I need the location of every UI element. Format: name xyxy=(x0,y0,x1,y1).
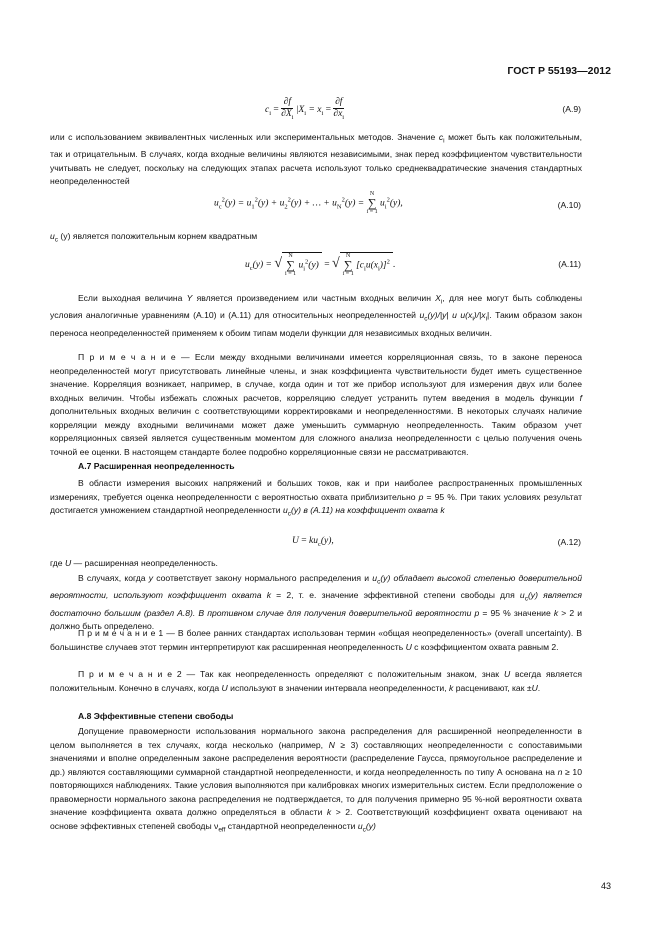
equation-a12: $U = ku_c(y)$, xyxy=(292,536,334,548)
equation-number-a12: (A.12) xyxy=(557,537,581,547)
paragraph-where: где U — расширенная неопределенность. xyxy=(50,558,218,568)
note-1: П р и м е ч а н и е 1 — В более ранних стандартах использован термин «общая неопределенность» (overall uncertainty). В большинстве случаев этот термин интерпретируют как расширенная неопределенность U с коэффициентом охвата равным 2. xyxy=(50,628,582,652)
page-number: 43 xyxy=(600,881,611,891)
paragraph-effective: Допущение правомерности использования нормального закона распределения для расширенной неопределенности в целом выполняется в тех случаях, когда несколько (например, N ≥ 3) составляющих неопределенности с сопоставимыми значениями и вполне определенным законе распределения вероятности (распределение Гаусса, прямоугольное распределение и др.) являются составляющими суммарной стандартной неопределенности, и когда неопределенность по типу А основана на n ≥ 10 повторяющихся наблюдениях. Такие условия выполняются при калибровках многих измерительных систем. Если предположение о правомерности нормального закона распределения не подтверждается, то для получения примерно 95 %-ной вероятности охвата значение коэффициента охвата должно определяться в области k > 2. Соответствующий коэффициент охвата оценивают на основе эффективных степеней свободы $\nu_{eff}$ стандартной неопределенности $u_c(y)$ xyxy=(50,726,582,834)
equation-a11: $u_c(y)$ = √ N ∑ i = 1 $u_i^2(y)$ = √ N ∑ i = 1 $[c_iu(x_i)]^2$ . xyxy=(245,253,396,277)
note-correlation: П р и м е ч а н и е — Если между входными величинами имеется корреляционная связь, то в законе переноса неопределенностей могут присутствовать линейные члены, и знак коэффициента чувствительности будет иметь существенное значение. Корреляция возникает, например, в случае, когда один и тот же прибор используют для измерения двух или более входных величин. Чтобы избежать сложных расчетов, корреляцию следует устранить путем введения в модель функции f дополнительных входных величин с соответствующими корректировками и неопределенностями. В некоторых случаях наличие корреляции между входными величинами может даже уменьшить суммарную неопределенность. Таким образом учет корреляционных связей является существенным моментом для сложного анализа неопределенности с целью получения очень точной ее оценки. В настоящем стандарте более подробно корреляционные связи не рассматриваются. xyxy=(50,352,583,457)
standard-header: ГОСТ Р 55193—2012 xyxy=(507,65,611,77)
equation-number-a9: (A.9) xyxy=(562,104,581,114)
paragraph-root: $u_c$ (y) является положительным корнем квадратным xyxy=(50,231,258,244)
paragraph-normal: В случаях, когда y соответствует закону нормального распределения и $u_c(y)$ обладает высокой степенью доверительной вероятности, используют коэффициент охвата k = 2, т. е. значение эффективной степени свободы для $u_c(y)$ является достаточно большим (раздел А.8). В противном случае для получения доверительной вероятности p = 95 % значение k > 2 и должно быть определено. xyxy=(50,573,582,632)
paragraph-product: Если выходная величина Y является произведением или частным входных величин $X_i$, для нее могут быть соблюдены условия аналогичные уравнениям (A.10) и (A.11) для относительных неопределенностей $u_c(y)/|y|$ и $u(x_i)/|x_i|$. Таким образом закон переноса неопределенностей применяем к обоим типам модели функции для независимых входных величин. xyxy=(50,293,583,338)
section-a8-title: A.8 Эффективные степени свободы xyxy=(78,711,234,721)
section-a7-title: A.7 Расширенная неопределенность xyxy=(78,461,235,471)
note-2: П р и м е ч а н и е 2 — Так как неопределенность определяют с положительным знаком, знак U всегда является положительным. Конечно в случаях, когда U используют в значении интервала неопределенности, k расценивают, как ±U. xyxy=(50,669,582,693)
paragraph-expanded: В области измерения высоких напряжений и больших токов, как и при наиболее распространенных промышленных измерениях, требуется оценка неопределенности с вероятностью охвата приблизительно p = 95 %. При таких условиях результат достигается умножением стандартной неопределенности $u_c(y)$ в (A.11) на коэффициент охвата k xyxy=(50,478,583,518)
equation-number-a11: (A.11) xyxy=(558,259,581,269)
equation-number-a10: (A.10) xyxy=(557,200,581,210)
equation-a10: $u_c^2(y) = u_1^2(y) + u_2^2(y)$ + … + $u_N^2(y)$ = N ∑ i = 1 $u_i^2(y)$, xyxy=(214,191,403,215)
equation-a9: $c_i$ = $\frac{\partial f}{\partial X_i}$ $|X_i = x_i$ = $\frac{\partial f}{\partial x_i}$ xyxy=(265,97,345,121)
paragraph-sensitivity: или с использованием эквивалентных численных или экспериментальных методов. Значение $c_i$ может быть как положительным, так и отрицательным. В случаях, когда входные величины являются независимыми, знак перед коэффициентом чувствительности учитывать не следует, поскольку на следующих этапах расчета используют только среднеквадратические значения стандартных неопределенностей xyxy=(50,132,583,187)
